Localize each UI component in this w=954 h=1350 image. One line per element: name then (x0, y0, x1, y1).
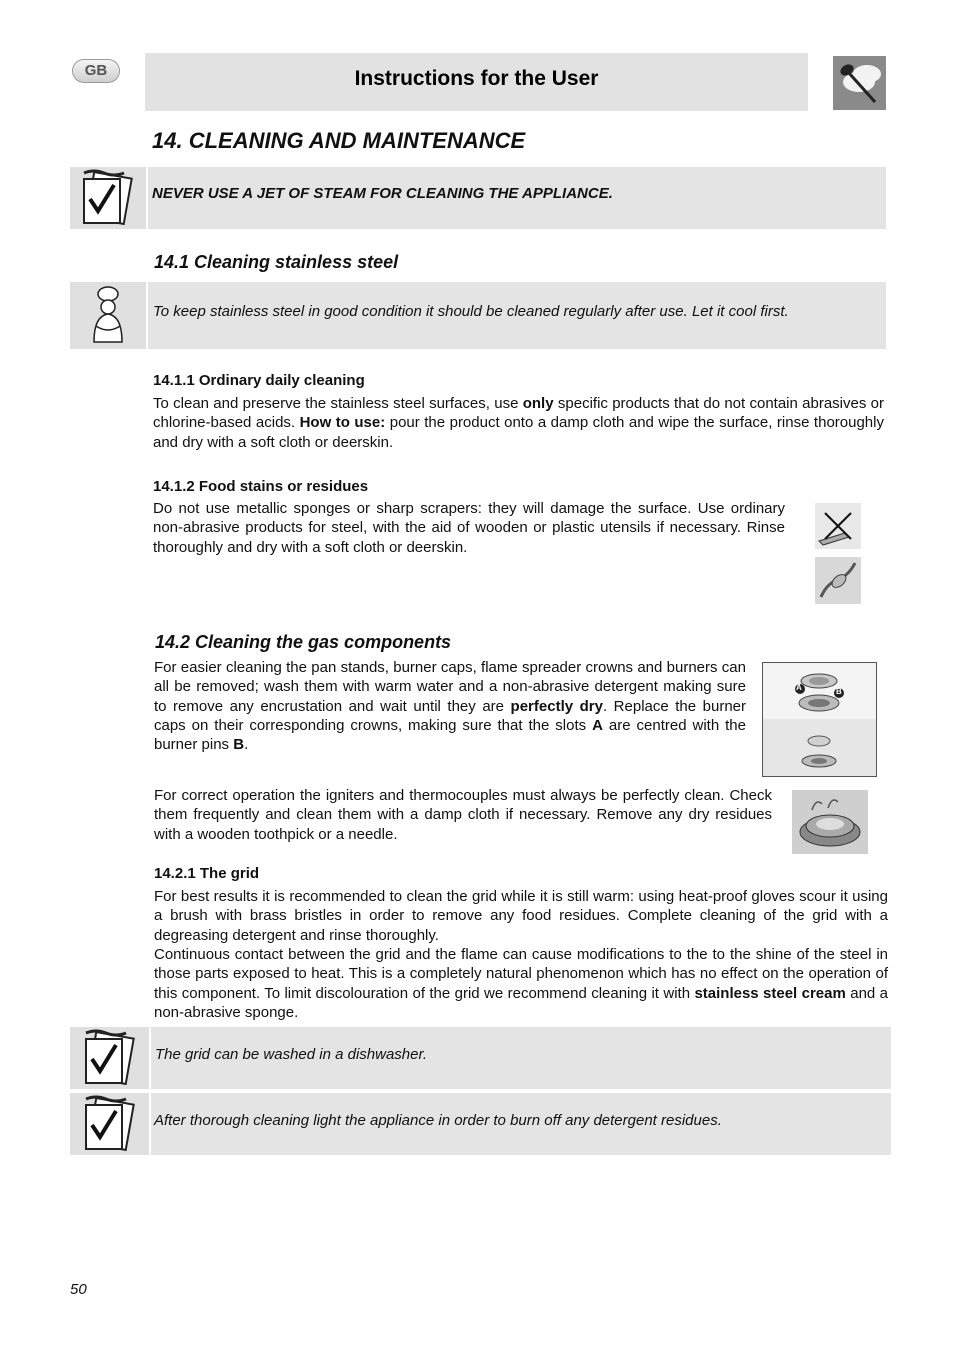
thermocouple-figure (792, 790, 868, 854)
warning-note-text: NEVER USE A JET OF STEAM FOR CLEANING THE APPLIANCE. (152, 185, 613, 202)
sponge-hand-icon (815, 557, 861, 604)
header-bar (145, 53, 808, 111)
notepad-check-icon (70, 1027, 149, 1089)
notepad-check-icon (70, 1093, 149, 1155)
chef-spoon-icon (833, 56, 886, 110)
notepad-check-icon (70, 167, 146, 229)
burn-off-note (151, 1093, 891, 1155)
label-b: B (836, 687, 842, 696)
subsection-title-stainless: 14.1 Cleaning stainless steel (154, 252, 399, 272)
heading-food-stains: 14.1.2 Food stains or residues (153, 478, 369, 495)
chef-icon-cell (70, 282, 146, 349)
stainless-intro-text: To keep stainless steel in good condition it should be cleaned regularly after use. Let it cool first. (153, 303, 789, 320)
note-icon-cell (70, 167, 146, 229)
label-a: A (796, 683, 802, 692)
warning-note (148, 167, 886, 229)
igniters-paragraph: For correct operation the igniters and thermocouples must always be perfectly clean. Check them frequently and clean them with a damp cloth if necessary. Remove any dry residues with a wooden toothpick or a needle. (154, 787, 772, 843)
page-header-title: Instructions for the User (354, 67, 599, 90)
note-icon-cell (70, 1093, 149, 1155)
burner-assembly-figure (762, 662, 877, 777)
dishwasher-note (151, 1027, 891, 1089)
grid-paragraph-2: Continuous contact between the grid and the flame can cause modifications to the to the shine of the steel in those parts exposed to heat. This is a completely natural phenomenon which has no effect on the operation of this component. To limit discolouration of the grid we recommend cleaning it with stainless steel cream and a non-abrasive sponge. (154, 946, 888, 1021)
language-badge: GB (72, 59, 120, 83)
burn-off-note-text: After thorough cleaning light the appliance in order to burn off any detergent residues. (154, 1112, 722, 1129)
dishwasher-note-text: The grid can be washed in a dishwasher. (155, 1046, 428, 1063)
stainless-intro-note (148, 282, 886, 349)
grid-paragraph-1: For best results it is recommended to clean the grid while it is still warm: using heat-proof gloves scour it using a brush with brass bristles in order to remove any food residues. Complete cleaning of the grid with a degreasing detergent and rinse thoroughly. (154, 888, 888, 944)
note-icon-cell (70, 1027, 149, 1089)
section-title: 14. CLEANING AND MAINTENANCE (152, 128, 526, 153)
daily-cleaning-paragraph: To clean and preserve the stainless steel surfaces, use only specific products that do not contain abrasives or chlorine-based acids. How to use: pour the product onto a damp cloth and wipe the surface, rinse thoroughly and dry with a soft cloth or deerskin. (153, 395, 884, 451)
subsection-title-gas: 14.2 Cleaning the gas components (155, 632, 452, 652)
gas-components-paragraph: For easier cleaning the pan stands, burner caps, flame spreader crowns and burners can all be removed; wash them with warm water and a non-abrasive detergent making sure to remove any encrustation and wait until they are perfectly dry. Replace the burner caps on their corresponding crowns, making sure that the slots A are centred with the burner pins B. (154, 659, 747, 754)
heading-grid: 14.2.1 The grid (154, 865, 260, 882)
heading-daily-cleaning: 14.1.1 Ordinary daily cleaning (153, 372, 365, 389)
chef-icon (70, 282, 146, 349)
food-stains-paragraph: Do not use metallic sponges or sharp scrapers: they will damage the surface. Use ordinary non-abrasive products for steel, with the aid of wooden or plastic utensils if necessary. Rinse thoroughly and dry with a soft cloth or deerskin. (153, 500, 785, 556)
no-scraper-icon (815, 503, 861, 549)
page-number: 50 (70, 1281, 87, 1298)
